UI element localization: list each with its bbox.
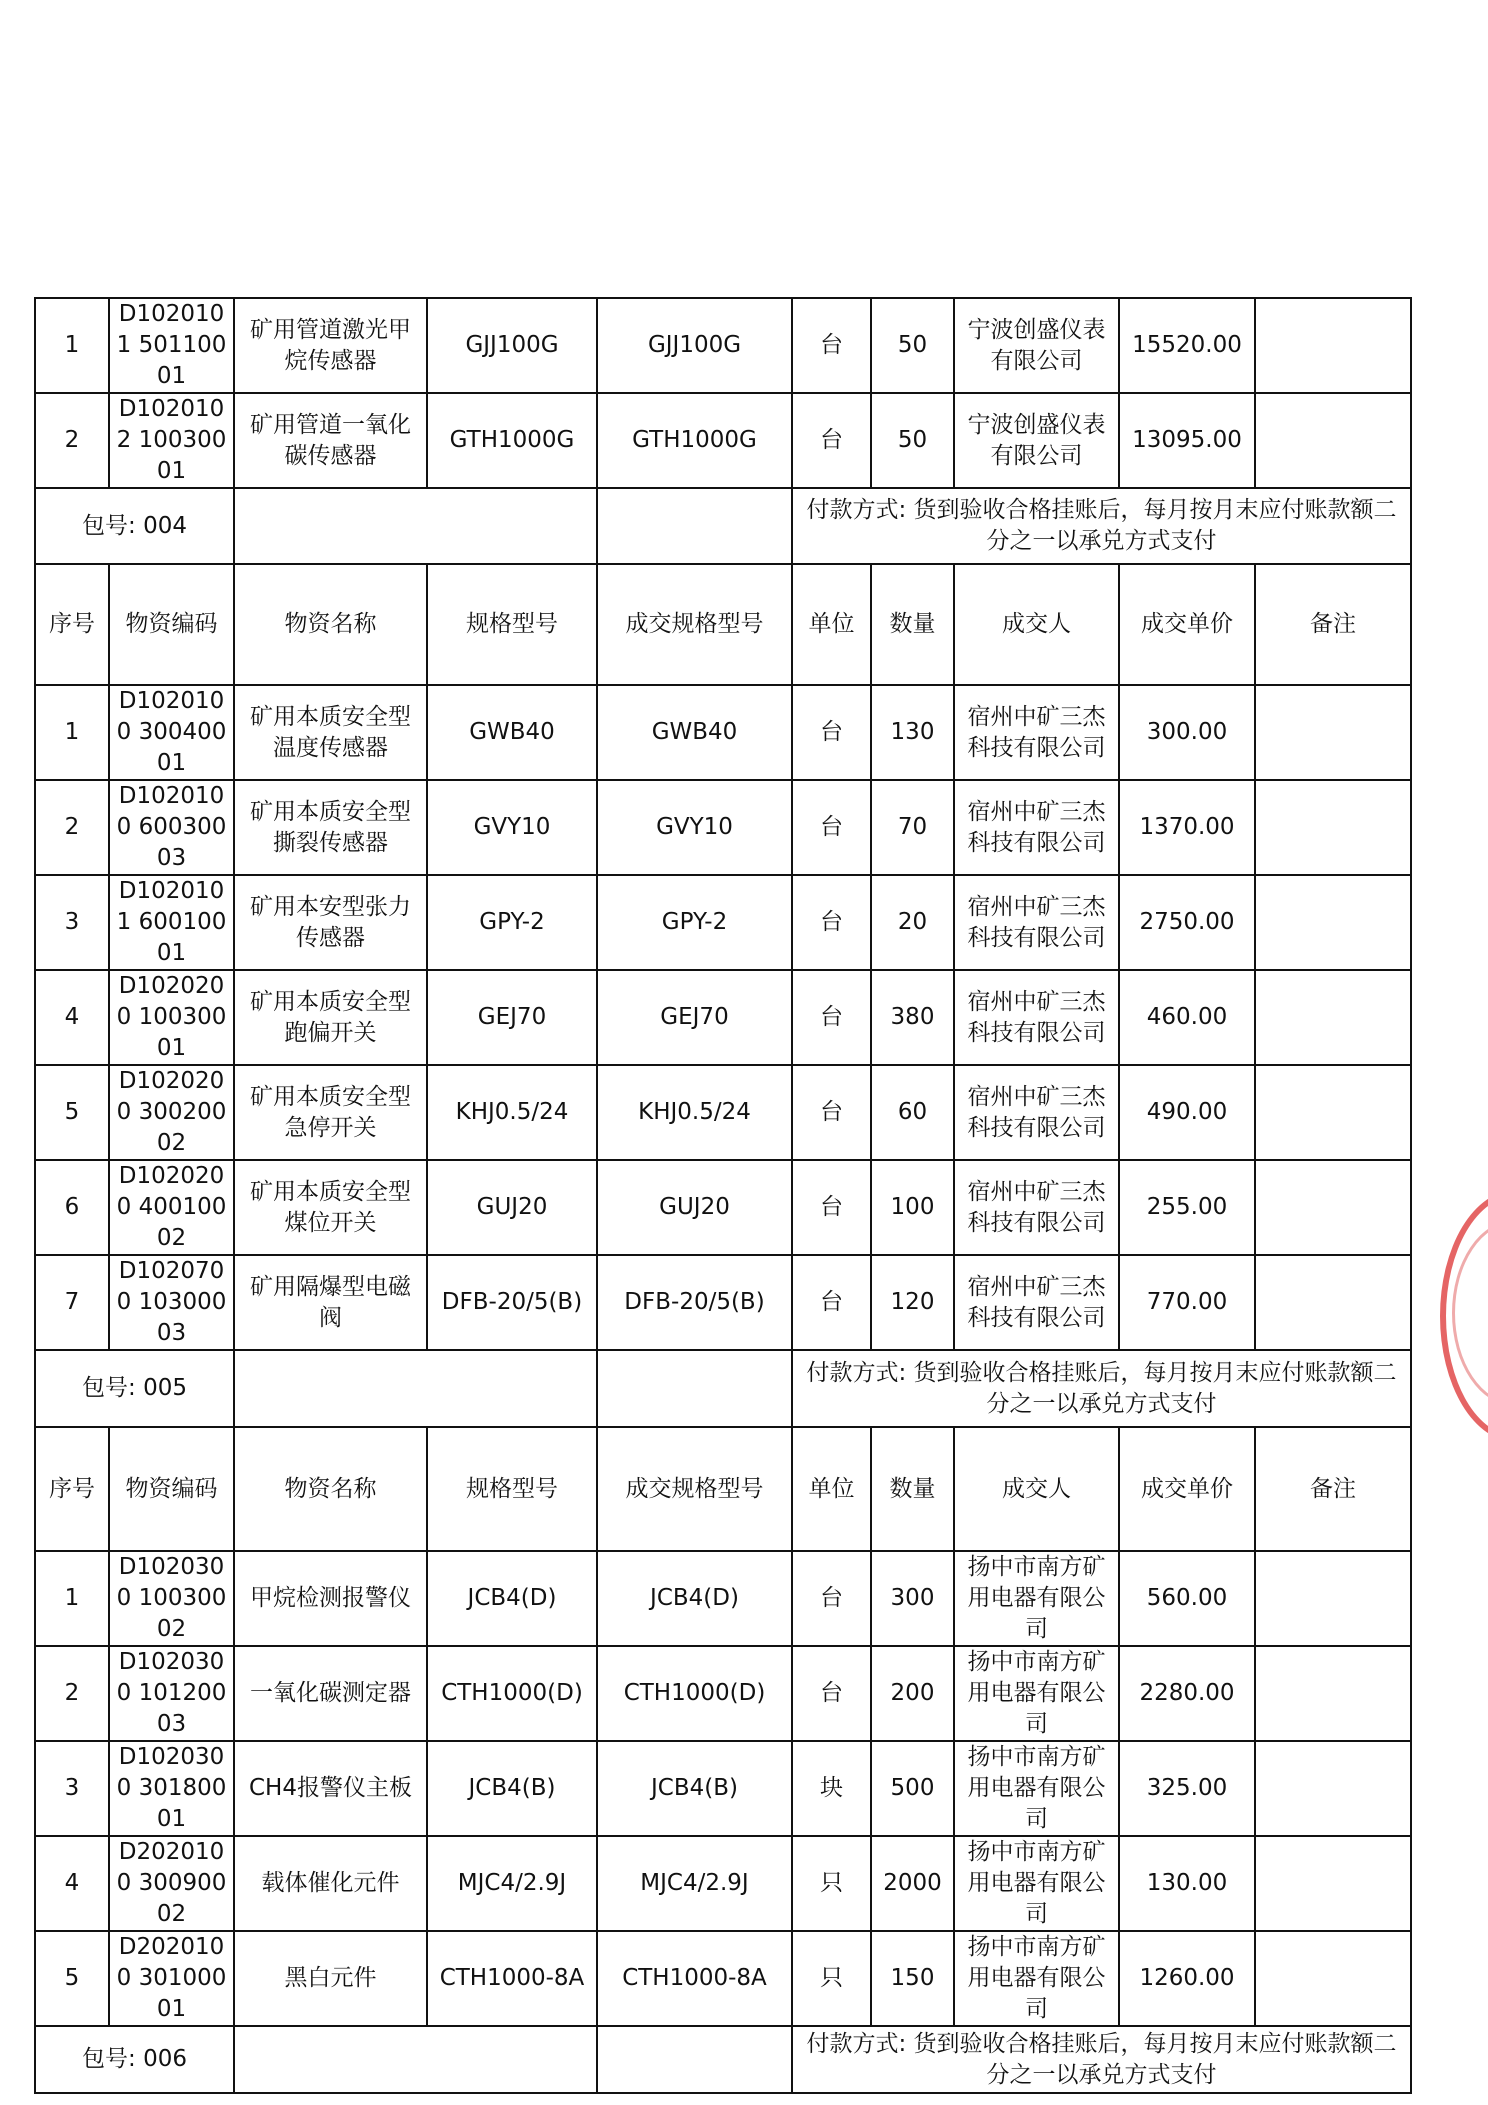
row-no: 5 <box>35 1931 109 2026</box>
table-row <box>35 298 1411 393</box>
table-header-row <box>35 1427 1411 1551</box>
unit-price: 130.00 <box>1119 1836 1255 1931</box>
unit-price: 300.00 <box>1119 685 1255 780</box>
material-name: 矿用本质安全型撕裂传感器 <box>234 780 427 875</box>
spec: GTH1000G <box>427 393 597 488</box>
spec: GPY-2 <box>427 875 597 970</box>
header-name: 物资名称 <box>234 564 427 685</box>
quantity: 70 <box>871 780 954 875</box>
spec: JCB4(D) <box>427 1551 597 1646</box>
note <box>1255 1741 1411 1836</box>
unit: 台 <box>792 298 871 393</box>
note <box>1255 298 1411 393</box>
table-row <box>35 1065 1411 1160</box>
unit: 台 <box>792 1551 871 1646</box>
header-price: 成交单价 <box>1119 1427 1255 1551</box>
package-blank <box>234 488 597 564</box>
spec: KHJ0.5/24 <box>427 1065 597 1160</box>
material-name: 矿用本质安全型急停开关 <box>234 1065 427 1160</box>
header-no: 序号 <box>35 564 109 685</box>
spec: DFB-20/5(B) <box>427 1255 597 1350</box>
material-code: D2020100 30090002 <box>109 1836 234 1931</box>
row-no: 6 <box>35 1160 109 1255</box>
note <box>1255 685 1411 780</box>
package-blank <box>234 2026 597 2093</box>
package-number: 包号: 004 <box>35 488 234 564</box>
header-seller: 成交人 <box>954 1427 1119 1551</box>
unit-price: 255.00 <box>1119 1160 1255 1255</box>
material-code: D1020300 30180001 <box>109 1741 234 1836</box>
material-name: 矿用隔爆型电磁阀 <box>234 1255 427 1350</box>
material-code: D2020100 30100001 <box>109 1931 234 2026</box>
quantity: 20 <box>871 875 954 970</box>
material-code: D1020700 10300003 <box>109 1255 234 1350</box>
header-note: 备注 <box>1255 1427 1411 1551</box>
material-code: D1020101 60010001 <box>109 875 234 970</box>
quantity: 500 <box>871 1741 954 1836</box>
spec: MJC4/2.9J <box>427 1836 597 1931</box>
table-row <box>35 1160 1411 1255</box>
table-row <box>35 1646 1411 1741</box>
unit-price: 460.00 <box>1119 970 1255 1065</box>
deal-spec: GJJ100G <box>597 298 792 393</box>
material-code: D1020100 60030003 <box>109 780 234 875</box>
deal-spec: GWB40 <box>597 685 792 780</box>
unit: 台 <box>792 393 871 488</box>
header-deal-spec: 成交规格型号 <box>597 1427 792 1551</box>
quantity: 150 <box>871 1931 954 2026</box>
note <box>1255 970 1411 1065</box>
package-row <box>35 2026 1411 2093</box>
deal-spec: GTH1000G <box>597 393 792 488</box>
header-note: 备注 <box>1255 564 1411 685</box>
material-name: CH4报警仪主板 <box>234 1741 427 1836</box>
row-no: 2 <box>35 780 109 875</box>
note <box>1255 1646 1411 1741</box>
unit-price: 13095.00 <box>1119 393 1255 488</box>
header-unit: 单位 <box>792 564 871 685</box>
note <box>1255 1160 1411 1255</box>
row-no: 2 <box>35 1646 109 1741</box>
row-no: 1 <box>35 685 109 780</box>
table-row <box>35 970 1411 1065</box>
spec: GJJ100G <box>427 298 597 393</box>
payment-terms: 付款方式: 货到验收合格挂账后，每月按月末应付账款额二分之一以承兑方式支付 <box>792 2026 1411 2093</box>
spec: GVY10 <box>427 780 597 875</box>
row-no: 3 <box>35 875 109 970</box>
material-name: 矿用本质安全型温度传感器 <box>234 685 427 780</box>
header-unit: 单位 <box>792 1427 871 1551</box>
package-blank <box>597 1350 792 1427</box>
table-row <box>35 685 1411 780</box>
seller: 扬中市南方矿用电器有限公司 <box>954 1741 1119 1836</box>
row-no: 1 <box>35 1551 109 1646</box>
seller: 宁波创盛仪表有限公司 <box>954 393 1119 488</box>
deal-spec: CTH1000(D) <box>597 1646 792 1741</box>
note <box>1255 1931 1411 2026</box>
seller: 宿州中矿三杰科技有限公司 <box>954 1160 1119 1255</box>
note <box>1255 393 1411 488</box>
spec: GWB40 <box>427 685 597 780</box>
material-name: 矿用本质安全型跑偏开关 <box>234 970 427 1065</box>
row-no: 4 <box>35 970 109 1065</box>
header-code: 物资编码 <box>109 564 234 685</box>
payment-terms: 付款方式: 货到验收合格挂账后，每月按月末应付账款额二分之一以承兑方式支付 <box>792 488 1411 564</box>
note <box>1255 1836 1411 1931</box>
quantity: 50 <box>871 393 954 488</box>
spec: CTH1000-8A <box>427 1931 597 2026</box>
seller: 扬中市南方矿用电器有限公司 <box>954 1551 1119 1646</box>
quantity: 300 <box>871 1551 954 1646</box>
note <box>1255 780 1411 875</box>
seller: 宿州中矿三杰科技有限公司 <box>954 1065 1119 1160</box>
seller: 宿州中矿三杰科技有限公司 <box>954 875 1119 970</box>
unit: 只 <box>792 1931 871 2026</box>
spec: GUJ20 <box>427 1160 597 1255</box>
seller: 宿州中矿三杰科技有限公司 <box>954 970 1119 1065</box>
material-name: 甲烷检测报警仪 <box>234 1551 427 1646</box>
quantity: 2000 <box>871 1836 954 1931</box>
table-row <box>35 1931 1411 2026</box>
quantity: 50 <box>871 298 954 393</box>
deal-spec: DFB-20/5(B) <box>597 1255 792 1350</box>
seller: 宿州中矿三杰科技有限公司 <box>954 1255 1119 1350</box>
deal-spec: GUJ20 <box>597 1160 792 1255</box>
header-qty: 数量 <box>871 564 954 685</box>
material-code: D1020200 40010002 <box>109 1160 234 1255</box>
unit: 台 <box>792 1646 871 1741</box>
seller: 扬中市南方矿用电器有限公司 <box>954 1931 1119 2026</box>
deal-spec: GPY-2 <box>597 875 792 970</box>
header-name: 物资名称 <box>234 1427 427 1551</box>
deal-spec: GEJ70 <box>597 970 792 1065</box>
header-spec: 规格型号 <box>427 564 597 685</box>
table-row <box>35 1741 1411 1836</box>
seller: 扬中市南方矿用电器有限公司 <box>954 1836 1119 1931</box>
material-name: 矿用管道一氧化碳传感器 <box>234 393 427 488</box>
quantity: 100 <box>871 1160 954 1255</box>
unit-price: 2750.00 <box>1119 875 1255 970</box>
row-no: 5 <box>35 1065 109 1160</box>
row-no: 2 <box>35 393 109 488</box>
unit-price: 15520.00 <box>1119 298 1255 393</box>
quantity: 130 <box>871 685 954 780</box>
quantity: 120 <box>871 1255 954 1350</box>
header-deal-spec: 成交规格型号 <box>597 564 792 685</box>
material-code: D1020300 10030002 <box>109 1551 234 1646</box>
package-row <box>35 488 1411 564</box>
unit-price: 560.00 <box>1119 1551 1255 1646</box>
quantity: 200 <box>871 1646 954 1741</box>
note <box>1255 1551 1411 1646</box>
unit-price: 2280.00 <box>1119 1646 1255 1741</box>
unit: 台 <box>792 1065 871 1160</box>
deal-spec: CTH1000-8A <box>597 1931 792 2026</box>
package-blank <box>597 488 792 564</box>
unit: 台 <box>792 875 871 970</box>
deal-spec: GVY10 <box>597 780 792 875</box>
deal-spec: JCB4(B) <box>597 1741 792 1836</box>
package-blank <box>234 1350 597 1427</box>
unit: 块 <box>792 1741 871 1836</box>
package-blank <box>597 2026 792 2093</box>
unit-price: 1370.00 <box>1119 780 1255 875</box>
material-name: 矿用管道激光甲烷传感器 <box>234 298 427 393</box>
material-name: 黑白元件 <box>234 1931 427 2026</box>
row-no: 3 <box>35 1741 109 1836</box>
seller: 宁波创盛仪表有限公司 <box>954 298 1119 393</box>
table-row <box>35 393 1411 488</box>
table-row <box>35 875 1411 970</box>
deal-spec: KHJ0.5/24 <box>597 1065 792 1160</box>
seller: 宿州中矿三杰科技有限公司 <box>954 780 1119 875</box>
quantity: 380 <box>871 970 954 1065</box>
table-row <box>35 1551 1411 1646</box>
unit: 台 <box>792 970 871 1065</box>
header-price: 成交单价 <box>1119 564 1255 685</box>
table-row <box>35 1836 1411 1931</box>
spec: GEJ70 <box>427 970 597 1065</box>
header-code: 物资编码 <box>109 1427 234 1551</box>
table-row <box>35 1255 1411 1350</box>
table-header-row <box>35 564 1411 685</box>
procurement-table <box>34 297 1412 2094</box>
row-no: 1 <box>35 298 109 393</box>
unit-price: 490.00 <box>1119 1065 1255 1160</box>
material-name: 载体催化元件 <box>234 1836 427 1931</box>
quantity: 60 <box>871 1065 954 1160</box>
unit: 台 <box>792 685 871 780</box>
note <box>1255 875 1411 970</box>
header-qty: 数量 <box>871 1427 954 1551</box>
spec: CTH1000(D) <box>427 1646 597 1741</box>
unit: 台 <box>792 780 871 875</box>
unit: 台 <box>792 1160 871 1255</box>
material-code: D1020101 50110001 <box>109 298 234 393</box>
material-code: D1020100 30040001 <box>109 685 234 780</box>
unit: 台 <box>792 1255 871 1350</box>
note <box>1255 1065 1411 1160</box>
material-code: D1020200 10030001 <box>109 970 234 1065</box>
header-seller: 成交人 <box>954 564 1119 685</box>
note <box>1255 1255 1411 1350</box>
deal-spec: MJC4/2.9J <box>597 1836 792 1931</box>
seller: 扬中市南方矿用电器有限公司 <box>954 1646 1119 1741</box>
package-number: 包号: 006 <box>35 2026 234 2093</box>
material-name: 一氧化碳测定器 <box>234 1646 427 1741</box>
material-name: 矿用本质安全型煤位开关 <box>234 1160 427 1255</box>
row-no: 4 <box>35 1836 109 1931</box>
material-name: 矿用本安型张力传感器 <box>234 875 427 970</box>
header-no: 序号 <box>35 1427 109 1551</box>
seller: 宿州中矿三杰科技有限公司 <box>954 685 1119 780</box>
row-no: 7 <box>35 1255 109 1350</box>
payment-terms: 付款方式: 货到验收合格挂账后，每月按月末应付账款额二分之一以承兑方式支付 <box>792 1350 1411 1427</box>
material-code: D1020200 30020002 <box>109 1065 234 1160</box>
package-number: 包号: 005 <box>35 1350 234 1427</box>
unit-price: 770.00 <box>1119 1255 1255 1350</box>
header-spec: 规格型号 <box>427 1427 597 1551</box>
unit: 只 <box>792 1836 871 1931</box>
deal-spec: JCB4(D) <box>597 1551 792 1646</box>
unit-price: 1260.00 <box>1119 1931 1255 2026</box>
unit-price: 325.00 <box>1119 1741 1255 1836</box>
package-row <box>35 1350 1411 1427</box>
spec: JCB4(B) <box>427 1741 597 1836</box>
material-code: D1020300 10120003 <box>109 1646 234 1741</box>
material-code: D1020102 10030001 <box>109 393 234 488</box>
table-row <box>35 780 1411 875</box>
